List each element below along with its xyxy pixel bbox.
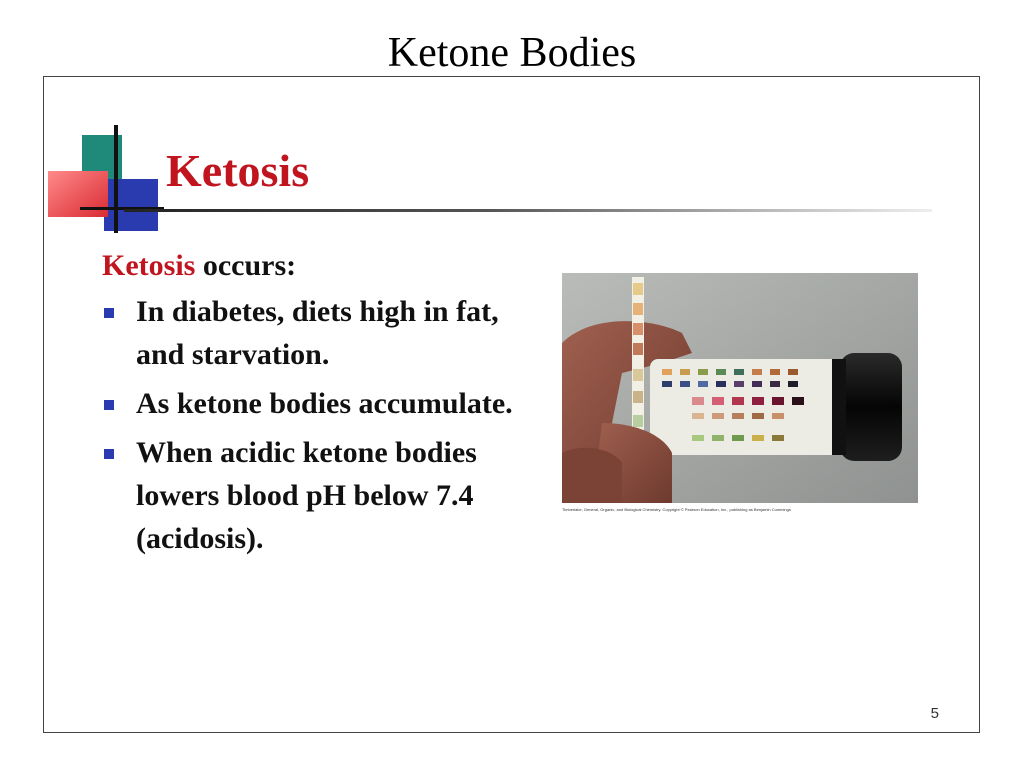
bullet-text: When acidic ketone bodies lowers blood pH below 7.4 (acidosis). <box>136 436 477 555</box>
title-divider <box>124 209 932 212</box>
intro-line <box>102 247 296 285</box>
bullet-text: In diabetes, diets high in fat, and starvation. <box>136 295 499 371</box>
slide <box>43 76 980 733</box>
square-bullet-icon <box>104 308 114 318</box>
ketone-test-strip-photo <box>562 273 918 503</box>
slide-number: 5 <box>930 705 939 722</box>
page-title: Ketone Bodies <box>387 30 637 76</box>
bullet-list <box>102 290 522 566</box>
bullet-text: As ketone bodies accumulate. <box>136 387 513 420</box>
intro-text: occurs: <box>195 249 297 282</box>
bullet-item <box>102 290 522 376</box>
intro-keyword: Ketosis <box>102 249 196 282</box>
square-bullet-icon <box>104 449 114 459</box>
slide-template-logo <box>44 77 164 237</box>
slide-title: Ketosis <box>166 145 310 196</box>
bullet-item <box>102 382 522 425</box>
image-caption: Timberlake, General, Organic, and Biological Chemistry. Copyright © Pearson Education, Inc., publishing as Benjamin Cummings <box>562 507 791 512</box>
square-bullet-icon <box>104 400 114 410</box>
bullet-item <box>102 431 522 560</box>
